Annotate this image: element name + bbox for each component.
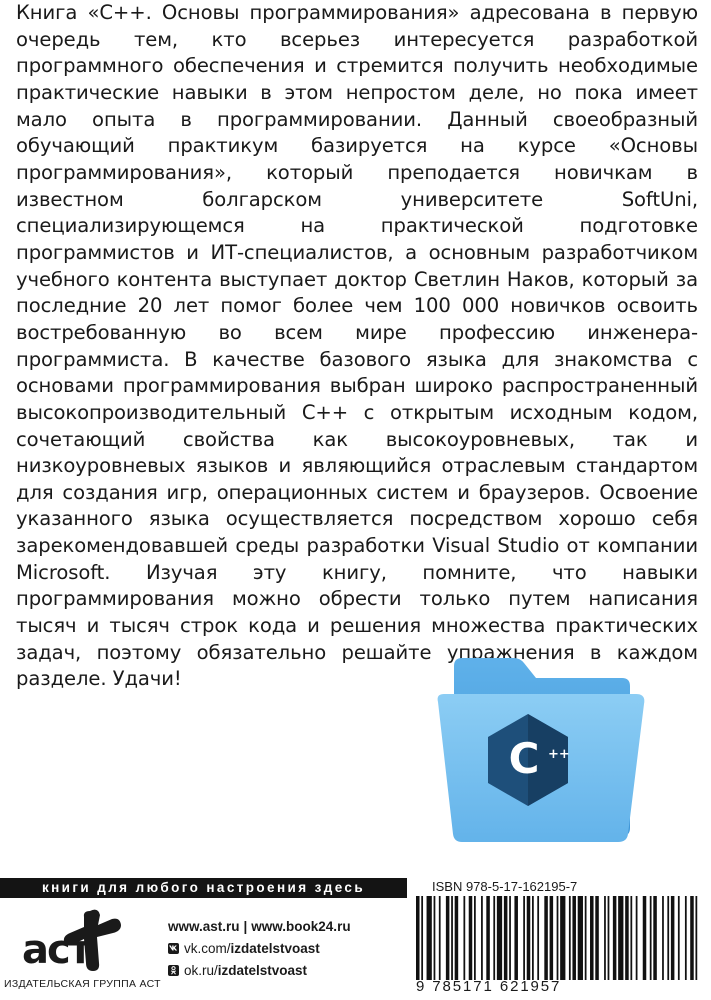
barcode-bar — [630, 896, 632, 980]
barcode-bar — [685, 896, 687, 980]
ok-link-handle: izdatelstvoast — [217, 962, 308, 978]
vk-link-handle: izdatelstvoast — [230, 940, 320, 956]
barcode-bar — [463, 896, 465, 980]
vk-icon — [168, 943, 179, 954]
website-link-ast[interactable]: www.ast.ru — [168, 918, 240, 934]
barcode-bar — [590, 896, 594, 980]
barcode-bar — [509, 896, 511, 980]
barcode-bar — [560, 896, 565, 980]
barcode-bar — [671, 896, 675, 980]
barcode-bar — [451, 896, 453, 980]
barcode-bar — [504, 896, 508, 980]
vk-link-row[interactable] — [168, 937, 351, 959]
publisher-links — [168, 915, 351, 981]
ok-link-row[interactable] — [168, 959, 351, 981]
barcode-bar — [469, 896, 473, 980]
barcode — [416, 896, 699, 980]
odnoklassniki-icon — [168, 965, 179, 976]
barcode-bar — [572, 896, 576, 980]
tagline-bar: книги для любого настроения здесь — [0, 878, 407, 898]
barcode-digits: 9 785171 621957 — [416, 978, 562, 995]
barcode-bar — [695, 896, 697, 980]
barcode-bar — [678, 896, 680, 980]
barcode-bar — [446, 896, 450, 980]
barcode-bar — [481, 896, 483, 980]
barcode-bar — [527, 896, 531, 980]
links-separator: | — [243, 918, 248, 934]
barcode-bar — [613, 896, 617, 980]
barcode-bar — [585, 896, 587, 980]
barcode-bar — [650, 896, 652, 980]
barcode-bar — [625, 896, 629, 980]
barcode-bar — [662, 896, 664, 980]
barcode-bar — [514, 896, 518, 980]
barcode-bar — [667, 896, 669, 980]
barcode-bar — [416, 896, 420, 980]
barcode-bar — [550, 896, 554, 980]
barcode-bar — [427, 896, 432, 980]
barcode-bar — [608, 896, 610, 980]
barcode-bar — [643, 896, 647, 980]
cpp-logo-plus: ++ — [548, 747, 570, 762]
barcode-bar — [604, 896, 606, 980]
barcode-bar — [497, 896, 502, 980]
barcode-bar — [557, 896, 559, 980]
isbn-number: ISBN 978-5-17-162195-7 — [432, 879, 578, 894]
barcode-bar — [653, 896, 657, 980]
folder-cpp-illustration — [432, 658, 650, 844]
ok-link-prefix: ok.ru/ — [184, 962, 218, 978]
barcode-bar — [618, 896, 623, 980]
barcode-bar — [455, 896, 459, 980]
barcode-bar — [474, 896, 476, 980]
barcode-bar — [421, 896, 423, 980]
website-link-book24[interactable]: www.book24.ru — [251, 918, 351, 934]
barcode-bar — [434, 896, 436, 980]
website-links-row — [168, 915, 351, 937]
barcode-bar — [532, 896, 534, 980]
blurb-text: Книга «C++. Основы программирования» адресована в первую очередь тем, кто всерьез интересуется разработкой программного обеспечения и стремится получить необходимые практические навыки в этом непростом деле, но пока имеет мало опыта в программировании. Данный своеобразный обучающий практикум базируется на курсе «Основы программирования», который преподается новичкам в известном болгарском университете SoftUni, специализирующемся на практической подготовке программистов и ИТ-специалистов, а основным разработчиком учебного контента выступает доктор Светлин Наков, который за последние 20 лет помог более чем 100 000 новичков освоить востребованную во всем мире профессию инженера-программиста. В качестве базового языка для знакомства с основами программирования выбран широко распространенный высокопроизводительный C++ с открытым исходным кодом, сочетающий свойства как высокоуровневых, так и низкоуровневых языков и являющийся отраслевым стандартом для создания игр, операционных систем и браузеров. Освоение указанного языка осуществляется посредством хорошо себя зарекомендовавшей среды разработки Visual Studio от компании Microsoft. Изучая эту книгу, помните, что навыки программирования можно обрести только путем написания тысяч и тысяч строк кода и решения множества практических задач, поэтому обязательно решайте упражнения в каждом разделе. Удачи! — [16, 1, 698, 691]
barcode-bar — [544, 896, 548, 980]
barcode-bar — [523, 896, 525, 980]
publisher-name: ИЗДАТЕЛЬСКАЯ ГРУППА АСТ — [4, 978, 161, 990]
vk-link-prefix: vk.com/ — [184, 940, 231, 956]
barcode-bar — [486, 896, 490, 980]
barcode-bar — [578, 896, 583, 980]
cpp-logo-letter: C — [508, 734, 540, 783]
barcode-bar — [537, 896, 539, 980]
ast-logo — [20, 907, 138, 973]
barcode-bar — [595, 896, 599, 980]
barcode-bar — [493, 896, 495, 980]
barcode-bar — [690, 896, 694, 980]
barcode-bar — [636, 896, 638, 980]
barcode-bar — [439, 896, 441, 980]
ast-logo-text: аст — [22, 927, 90, 973]
barcode-bar — [569, 896, 571, 980]
